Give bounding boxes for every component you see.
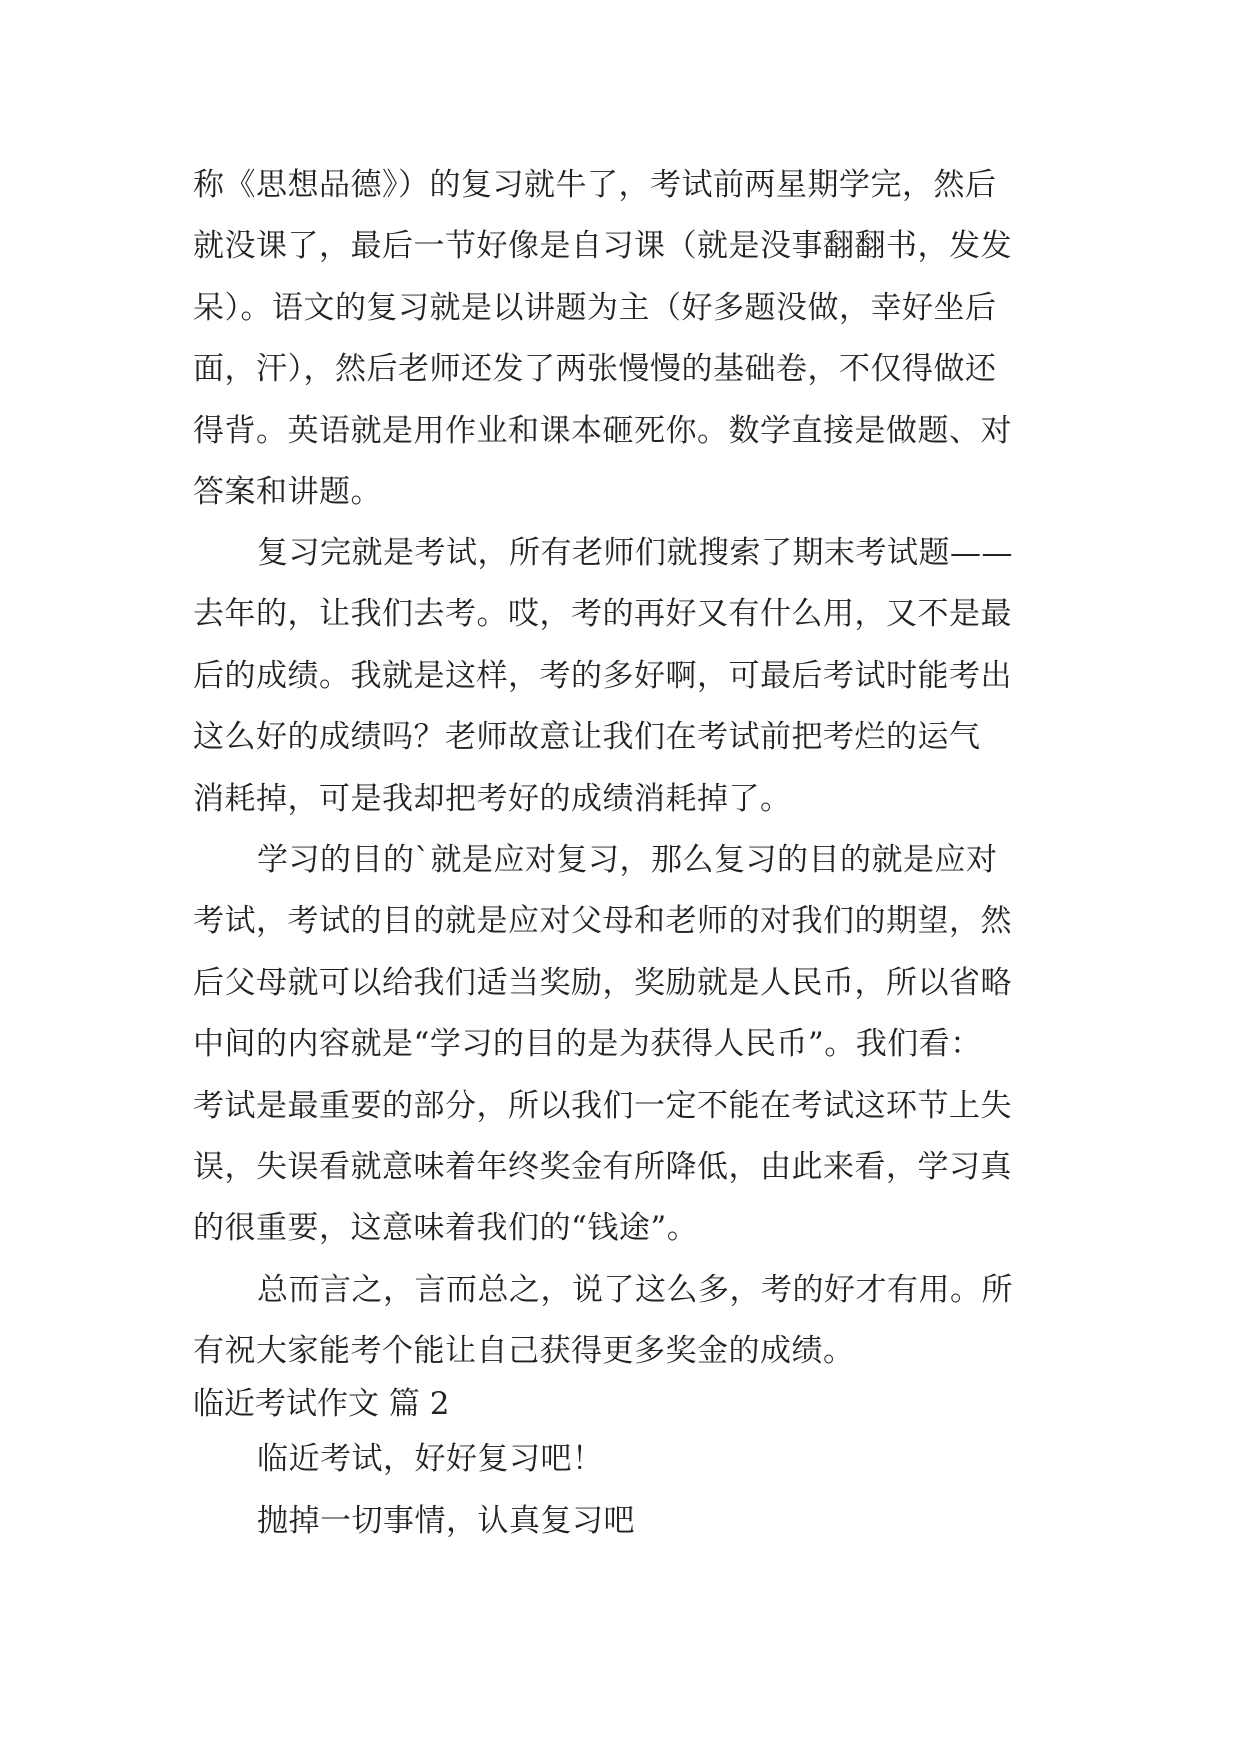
text-line: 面，汗），然后老师还发了两张慢慢的基础卷，不仅得做还 bbox=[193, 351, 997, 388]
paragraph-3 bbox=[193, 830, 1055, 1260]
text-line: 考试，考试的目的就是应对父母和老师的对我们的期望，然 bbox=[193, 903, 1012, 940]
text-line: 后父母就可以给我们适当奖励，奖励就是人民币，所以省略 bbox=[193, 964, 1012, 1001]
text-line: 复习完就是考试，所有老师们就搜索了期末考试题—— bbox=[257, 535, 1013, 571]
text-line: 这么好的成绩吗？老师故意让我们在考试前把考烂的运气 bbox=[193, 719, 981, 756]
section-2-body bbox=[257, 1428, 635, 1552]
text-line: 抛掉一切事情，认真复习吧 bbox=[257, 1503, 635, 1539]
paragraph-1 bbox=[193, 155, 1055, 523]
text-line: 临近考试，好好复习吧！ bbox=[257, 1441, 604, 1477]
text-line: 有祝大家能考个能让自己获得更多奖金的成绩。 bbox=[193, 1333, 855, 1370]
text-line: 中间的内容就是“学习的目的是为获得人民币”。我们看： bbox=[193, 1026, 982, 1063]
paragraph-4 bbox=[193, 1260, 1055, 1383]
text-line: 就没课了，最后一节好像是自习课（就是没事翻翻书，发发 bbox=[193, 228, 1012, 265]
text-line: 去年的，让我们去考。哎，考的再好又有什么用，又不是最 bbox=[193, 596, 1012, 633]
text-line: 误，失误看就意味着年终奖金有所降低，由此来看，学习真 bbox=[193, 1148, 1012, 1185]
text-line: 消耗掉，可是我却把考好的成绩消耗掉了。 bbox=[193, 780, 792, 817]
text-line: 得背。英语就是用作业和课本砸死你。数学直接是做题、对 bbox=[193, 412, 1012, 449]
section-heading: 临近考试作文 篇 2 bbox=[193, 1386, 450, 1422]
text-line: 总而言之，言而总之，说了这么多，考的好才有用。所 bbox=[257, 1272, 1013, 1308]
text-line: 学习的目的`就是应对复习，那么复习的目的就是应对 bbox=[257, 842, 998, 878]
text-line: 称《思想品德》）的复习就牛了，考试前两星期学完，然后 bbox=[193, 167, 997, 203]
text-line: 呆）。语文的复习就是以讲题为主（好多题没做，幸好坐后 bbox=[193, 289, 997, 326]
text-line: 考试是最重要的部分，所以我们一定不能在考试这环节上失 bbox=[193, 1087, 1012, 1124]
text-line: 答案和讲题。 bbox=[193, 473, 382, 510]
paragraph-2 bbox=[193, 523, 1055, 830]
text-line: 的很重要，这意味着我们的“钱途”。 bbox=[193, 1210, 699, 1247]
text-line: 后的成绩。我就是这样，考的多好啊，可最后考试时能考出 bbox=[193, 657, 1012, 694]
